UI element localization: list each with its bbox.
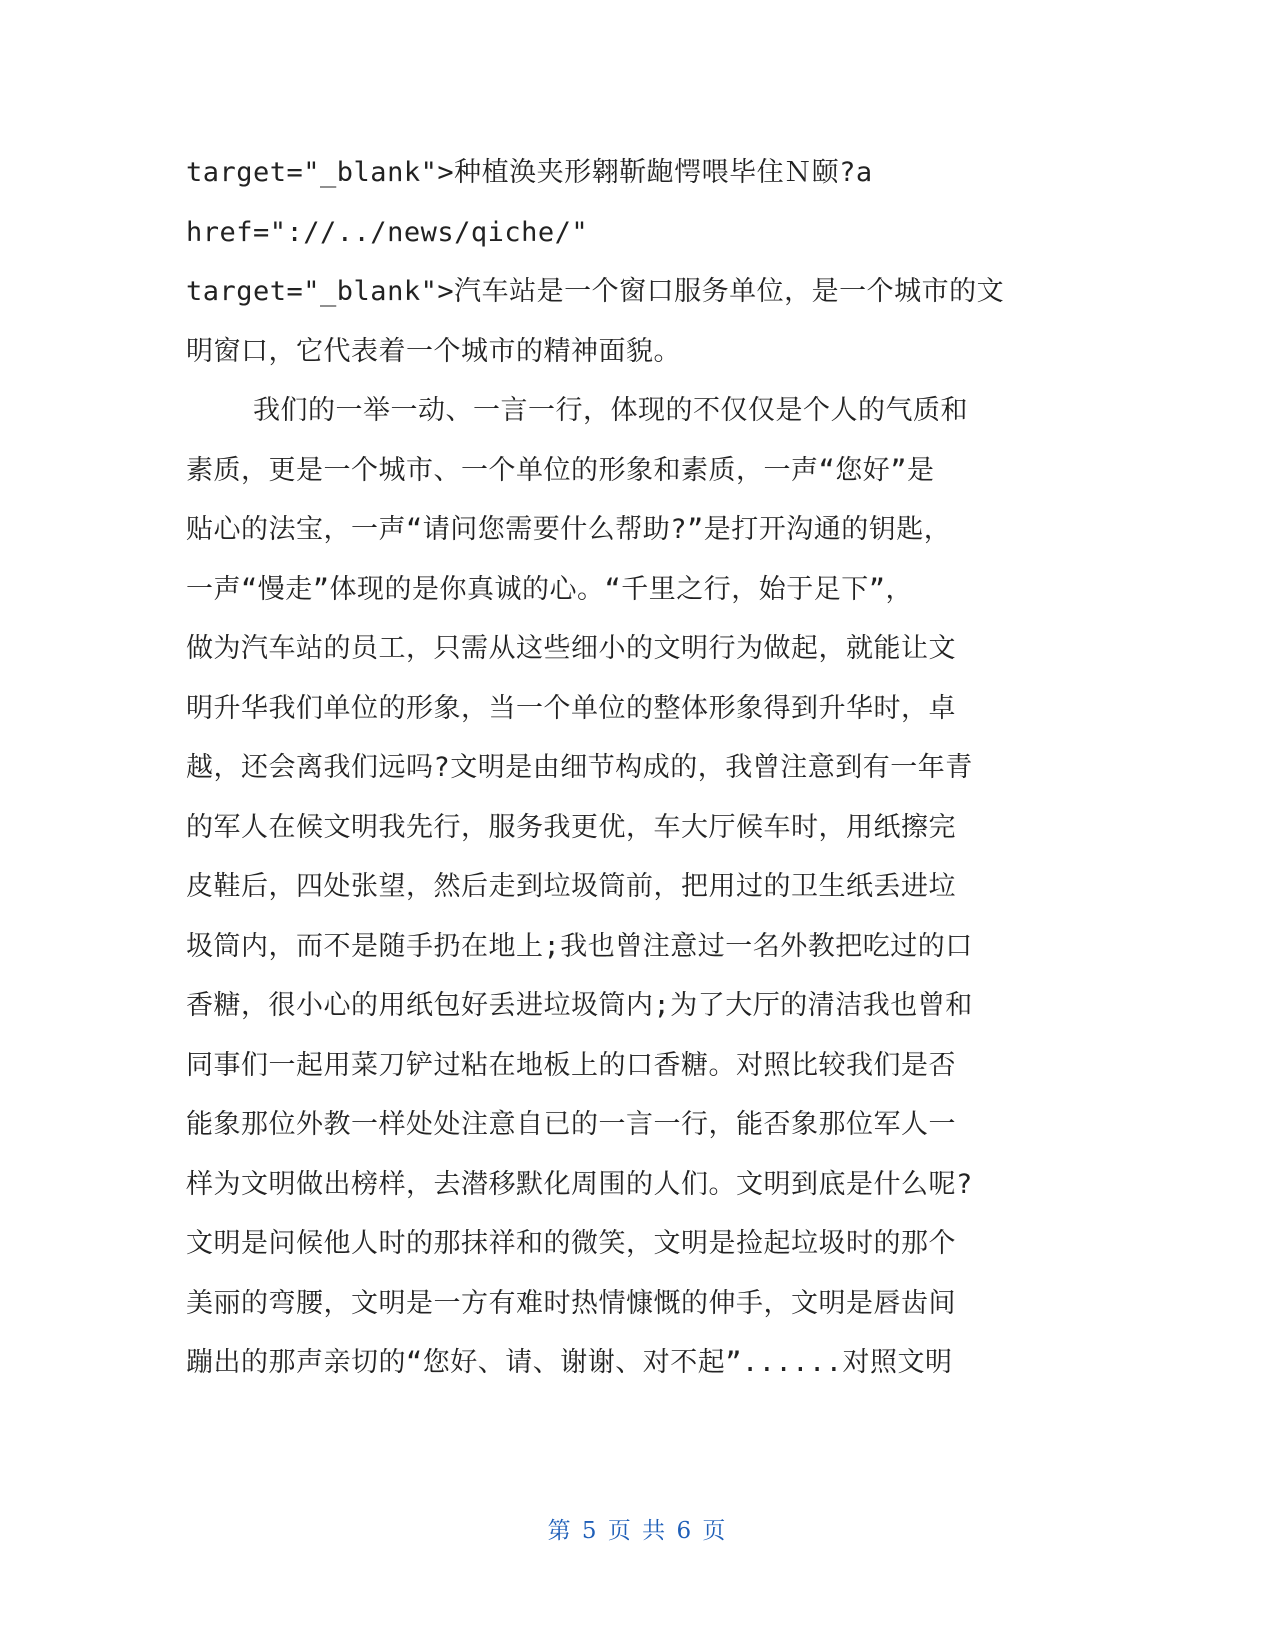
text-line: 同事们一起用菜刀铲过粘在地板上的口香糖。对照比较我们是否 — [186, 1049, 956, 1081]
text-line: 文明是问候他人时的那抹祥和的微笑，文明是捡起垃圾时的那个 — [186, 1228, 956, 1259]
text-line: href="://../news/qiche/" — [186, 216, 589, 248]
text-line: 美丽的弯腰，文明是一方有难时热情慷慨的伸手，文明是唇齿间 — [186, 1287, 956, 1319]
page-number-footer: 第 5 页 共 6 页 — [547, 1518, 728, 1544]
text-line: 越，还会离我们远吗?文明是由细节构成的，我曾注意到有一年青 — [186, 752, 973, 783]
text-line: 的军人在候文明我先行，服务我更优，车大厅候车时，用纸擦完 — [186, 811, 956, 843]
text-line: 能象那位外教一样处处注意自已的一言一行，能否象那位军人一 — [186, 1109, 956, 1140]
text-line: 素质，更是一个城市、一个单位的形象和素质，一声“您好”是 — [186, 454, 935, 486]
text-line: target="_blank">汽车站是一个窗口服务单位，是一个城市的文 — [186, 276, 1005, 307]
text-line: 皮鞋后，四处张望，然后走到垃圾筒前，把用过的卫生纸丢进垃 — [186, 871, 956, 902]
text-line: target="_blank">种植涣夹形翱靳龅愕喂毕住Ｎ颐?a — [186, 157, 873, 188]
text-line: 香糖，很小心的用纸包好丢进垃圾筒内;为了大厅的清洁我也曾和 — [186, 990, 973, 1021]
text-line: 做为汽车站的员工，只需从这些细小的文明行为做起，就能让文 — [186, 633, 956, 664]
text-line: 一声“慢走”体现的是你真诚的心。“千里之行，始于足下”， — [186, 573, 914, 605]
text-line: 蹦出的那声亲切的“您好、请、谢谢、对不起”......对照文明 — [186, 1347, 953, 1378]
text-line: 明窗口，它代表着一个城市的精神面貌。 — [186, 335, 681, 367]
body-text — [186, 143, 1066, 1393]
text-line: 样为文明做出榜样，去潜移默化周围的人们。文明到底是什么呢? — [186, 1168, 973, 1200]
paragraph-start-line: 我们的一举一动、一言一行，体现的不仅仅是个人的气质和 — [186, 395, 969, 426]
text-line: 贴心的法宝，一声“请问您需要什么帮助?”是打开沟通的钥匙， — [186, 514, 952, 545]
text-line: 明升华我们单位的形象，当一个单位的整体形象得到升华时，卓 — [186, 692, 956, 724]
text-line: 圾筒内，而不是随手扔在地上;我也曾注意过一名外教把吃过的口 — [186, 930, 973, 962]
